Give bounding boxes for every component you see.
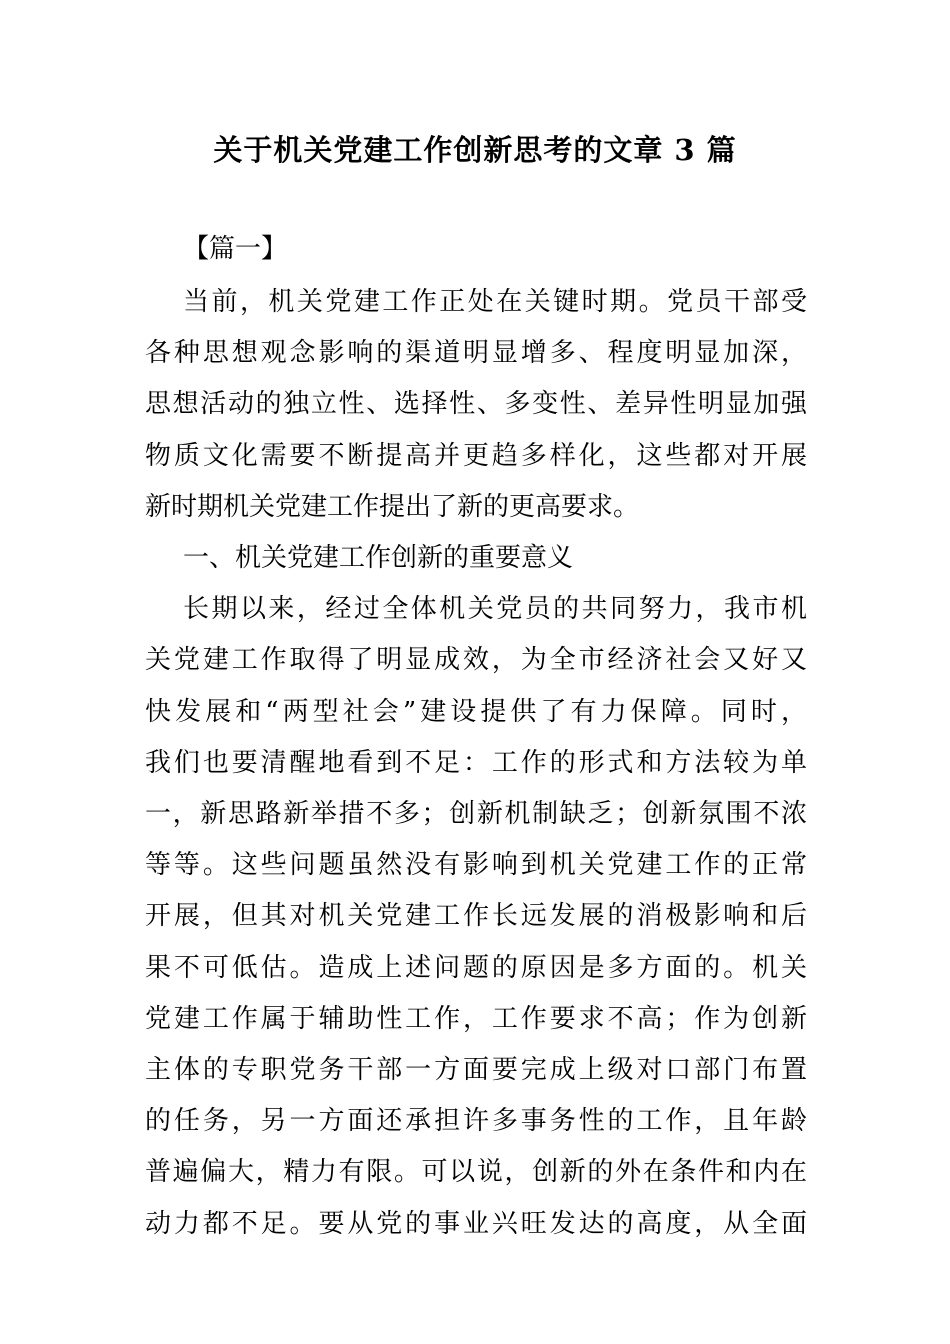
paragraph-line: 快发展和“两型社会”建设提供了有力保障。同时， xyxy=(145,696,807,727)
paragraph-line: 新时期机关党建工作提出了新的更高要求。 xyxy=(145,491,640,522)
paragraph-line: 的任务，另一方面还承担许多事务性的工作，且年龄 xyxy=(145,1106,807,1137)
section-heading xyxy=(145,533,807,584)
paragraph-line: 等等。这些问题虽然没有影响到机关党建工作的正常 xyxy=(145,850,807,881)
paragraph-line: 开展，但其对机关党建工作长远发展的消极影响和后 xyxy=(145,901,807,932)
paragraph-line: 党建工作属于辅助性工作，工作要求不高；作为创新 xyxy=(145,1003,807,1034)
paragraph-line: 思想活动的独立性、选择性、多变性、差异性明显加强 xyxy=(145,389,807,420)
paragraph-line: 长期以来，经过全体机关党员的共同努力，我市机 xyxy=(183,594,807,625)
paragraph-line: 我们也要清醒地看到不足：工作的形式和方法较为单 xyxy=(145,747,807,778)
paragraph-line: 普遍偏大，精力有限。可以说，创新的外在条件和内在 xyxy=(145,1157,807,1188)
paragraph xyxy=(145,584,807,1250)
document-body xyxy=(145,277,807,1250)
paragraph-line: 各种思想观念影响的渠道明显增多、程度明显加深， xyxy=(145,338,807,369)
paragraph-line: 当前，机关党建工作正处在关键时期。党员干部受 xyxy=(183,287,807,317)
paragraph-line: 关党建工作取得了明显成效，为全市经济社会又好又 xyxy=(145,645,807,676)
paragraph xyxy=(145,277,807,533)
document-title: 关于机关党建工作创新思考的文章 3 篇 xyxy=(213,133,737,167)
paragraph-line: 一，新思路新举措不多；创新机制缺乏；创新氛围不浓 xyxy=(145,799,807,830)
paragraph-line: 主体的专职党务干部一方面要完成上级对口部门布置 xyxy=(145,1055,807,1086)
paragraph-line: 物质文化需要不断提高并更趋多样化，这些都对开展 xyxy=(145,440,807,471)
section-heading-text: 一、机关党建工作创新的重要意义 xyxy=(183,543,574,574)
paragraph-line: 果不可低估。造成上述问题的原因是多方面的。机关 xyxy=(145,952,807,983)
section-label: 【篇一】 xyxy=(183,234,288,264)
paragraph-line: 动力都不足。要从党的事业兴旺发达的高度，从全面 xyxy=(145,1208,807,1239)
